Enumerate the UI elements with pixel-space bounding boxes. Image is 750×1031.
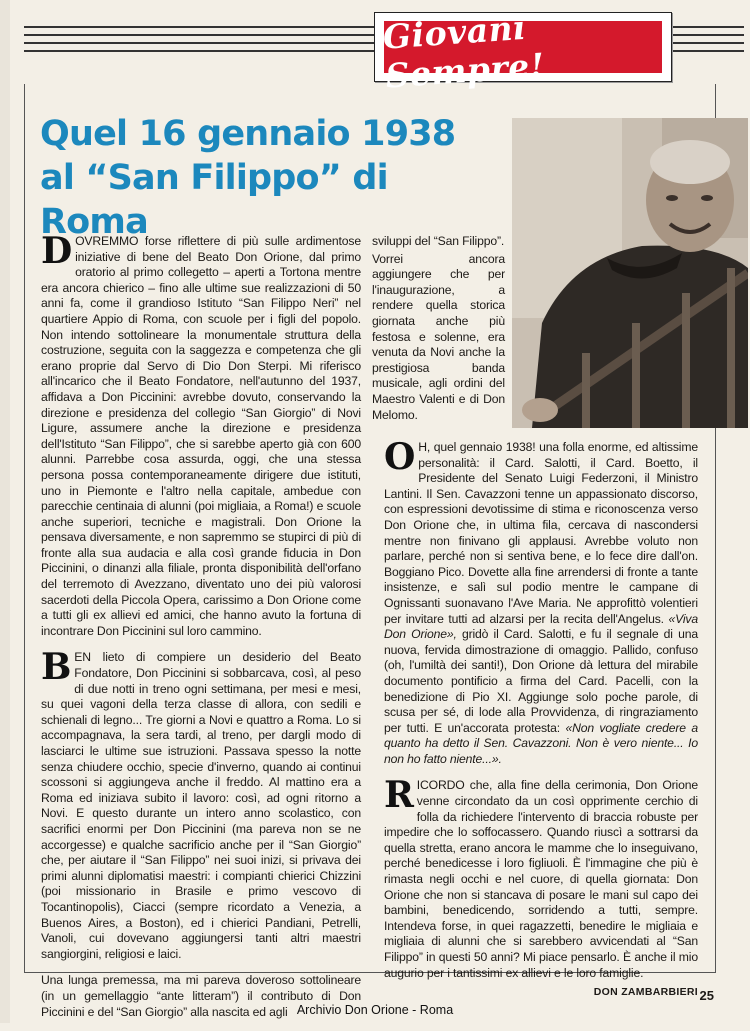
banner-red-box: [381, 7, 662, 96]
paragraph-5: Vorrei ancora aggiungere che per l'inaugurazione, a rendere quella storica giornata anche più festosa e solenne, era venuta da Novi anche la prestigiosa banda musicale, agli ordini del Maestro Valenti e di Don Melomo.: [372, 251, 505, 422]
column-left: [41, 230, 361, 1031]
page-number: 25: [699, 988, 714, 1003]
column-right-bottom: [384, 436, 698, 1012]
drop-cap-1: D: [41, 230, 73, 272]
page-edge: [0, 0, 10, 1023]
paragraph-4: sviluppi del “San Filippo”.: [372, 234, 505, 248]
paragraph-6-text: H, quel gennaio 1938! una folla enorme, ed altissime personalità: il Card. Salotti, il Card. Boetto, il Presidente del Senato Luigi Federzoni, il Ministro Lantini. Il Sen. Cavazzoni tenne un appassionato discorso, con espressioni devotissime di stima e riconoscenza verso Don Orione che, in ultima fila, cercava di nascondersi mentre non finivano gli applausi. Avrebbe voluto non parlare, perché non si sentiva bene, e lo fece dire dall'on. Boggiano Pico. Dovette alla fine arrendersi di fronte a tante insistenze, e salì sul podio mentre le campane di Ognissanti suonavano l'Ave Maria. Ne approfittò volentieri per invitare tutti ad alzarsi per la recita dell'Angelus.: [384, 440, 698, 626]
title-line-2: al “San Filippo” di Roma: [40, 158, 388, 242]
don-orione-portrait-image: [512, 118, 748, 428]
paragraph-6: [384, 436, 698, 767]
archive-footer: Archivio Don Orione - Roma: [296, 1003, 454, 1017]
paragraph-7-text: ICORDO che, alla fine della cerimonia, Don Orione venne circondato da un così opprimente cerchio di folla da richiedere l'intervento di braccia robuste per impedire che lo soffocassero. Quando riuscì a sottrarsi da quella stretta, erano ancora le mamme che lo inseguivano, perché benedicesse i loro figliuoli. È l'immagine che più è rimasta negli occhi e nel cuore, di quella giornata: Don Orione che non si stancava di posare le mani sul capo dei bambini, benedicendo, sorridendo a tutti, sempre. Intendeva forse, in quei ragazzetti, benedire le migliaia e migliaia di alunni che si sarebbero avvicendati al “San Filippo” in questi 50 anni? Mi piace pensarlo. È anche il mio augurio per i tantissimi ex allievi e le loro famiglie.: [384, 778, 698, 980]
title-line-1: Quel 16 gennaio 1938: [40, 114, 456, 154]
portrait-photo: [512, 118, 748, 428]
paragraph-2-text: EN lieto di compiere un desiderio del Beato Fondatore, Don Piccinini si sobbarcava, così, al peso di due notti in treno ogni settimana, per mesi e mesi, su quei vagoni della terza classe di allora, con sedili e schienali di legno... Tre giorni a Novi e quattro a Roma. Lo si accompagnava, la sera tardi, al treno, per dargli modo di lasciarci le ultime sue istruzioni. Passava spesso la notte senza chiudere occhio, specie d'inverno, quando ai continui scossoni si aggiungeva anche il freddo. Al mattino era a Roma ed iniziava subito il lavoro: così, ad ogni ritorno a Novi. E questo durante un intero anno scolastico, con sacrifici enormi per Don Piccinini (ma pareva non se ne accorgesse) e qualche sacrificio anche per il “San Giorgio” che, per aiutare il “San Filippo” nei suoi inizi, si privava dei primi alunni diplomatisi maestri: i compianti chierici Chizzini (poi missionario in Brasile e primo vescovo di Tocantinopolis), Ciacci (sempre ricordato a Venezia, a Buenos Aires, a Boston), ed i chierici Pandiani, Petrelli, Vanoli, cui dovevano aggiungersi tanti altri maestri sangiorgini, religiosi e laici.: [41, 650, 361, 961]
section-banner: [374, 7, 672, 96]
paragraph-1: [41, 230, 361, 639]
quote-protesta: «Non vogliate credere a quanto ha detto il Sen. Cavazzoni. Non è vero niente... Io non ho fatto niente...».: [384, 720, 698, 766]
article-title: [40, 112, 490, 244]
drop-cap-4: R: [384, 774, 414, 817]
drop-cap-2: B: [41, 646, 72, 689]
banner-text: Giovani Sempre!: [381, 7, 546, 96]
paragraph-3: Una lunga premessa, ma mi pareva doveroso sottolineare (in un gemellaggio “ante litteram”) il contributo di Don Piccinini e del “San Giorgio” alla nascita ed agli: [41, 973, 361, 1019]
paragraph-1-text: OVREMMO forse riflettere di più sulle ardimentose iniziative di bene del Beato Don Orione, dal primo oratorio al primo collegetto – aperti a Tortona mentre era ancora chierico – fino alle ultime sue realizzazioni di 50 anni fa, come il grandioso Istituto “San Filippo Neri” nel quartiere Appio di Roma, con scuole per i figli del popolo. Non intendo sottolineare la monumentale struttura della costruzione, seguita con la saggezza e competenza che gli erano proprie dal Servo di Dio Don Sterpi. Mi riferisco all'incarico che il Beato Fondatore, nell'autunno del 1937, affidava a Don Piccinini: avrebbe dovuto, conservando la direzione e presidenza del collegio “San Giorgio” di Novi Ligure, assumere anche la direzione e presidenza dell'Istituto “San Filippo”, che si sarebbe aperto già con 600 alunni. Parrebbe cosa assurda, oggi, che una stessa persona possa contemporaneamente dirigere due istituti, uno in Piemonte e l'altro nella capitale, ambedue con parecchie centinaia di alunni (poi migliaia, a Roma!) e scuole anche superiori, tecniche e magistrali. Don Orione la pensava diversamente, e non sapremmo se stupirci di più di fronte alla sua audacia e alla così grande fiducia in Don Piccinini, o dinanzi alla filiale, pronta disponibilità dell'orfano del terremoto di Avezzano, diventato uno dei più valorosi sacerdoti della Piccola Opera, carissimo a Don Orione come a tutti gli ex allievi ed amici, che hanno avuto la fortuna di incontrare Don Piccinini sul loro cammino.: [41, 234, 361, 638]
drop-cap-3: O: [384, 436, 416, 478]
paragraph-7: [384, 774, 698, 981]
quote-viva-don-orione: «Viva Don Orione»,: [384, 611, 698, 642]
column-right-top: [372, 234, 505, 434]
paragraph-6-continued: gridò il Card. Salotti, e fu il segnale di una nuova, fervida dimostrazione di omaggio. Pallido, confuso (oh, l'umiltà dei santi!), Don Orione dà lettura del mirabile documento pontificio a firma del Card. Pacelli, con la benedizione di Pio XI. Aggiunge solo poche parole, di scusa per sé, di lode alla Provvidenza, di ringraziamento per tutti. E un'accorata protesta:: [384, 627, 698, 735]
paragraph-2: [41, 646, 361, 962]
author-signature: DON ZAMBARBIERI: [593, 986, 698, 999]
